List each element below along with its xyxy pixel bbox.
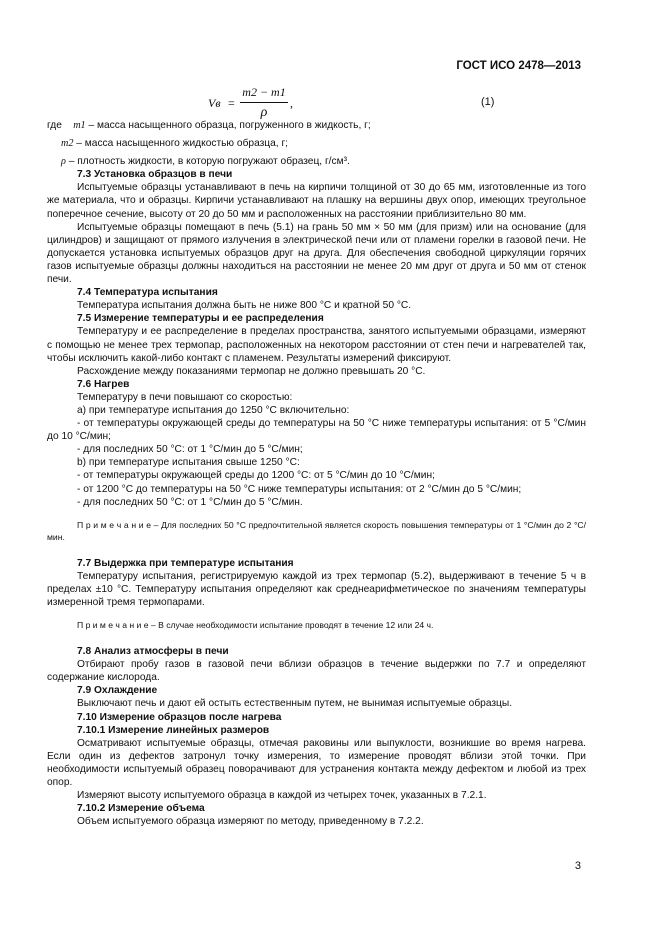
paragraph-7-10-2-1: Объем испытуемого образца измеряют по методу, приведенному в 7.2.2. (77, 816, 424, 828)
heading-7-5: 7.5 Измерение температуры и ее распределения (77, 313, 324, 325)
m1-text: – масса насыщенного образца, погруженного в жидкость, г; (85, 120, 371, 131)
heating-line: - для последних 50 °С: от 1 °С/мин до 5 °С/мин; (77, 444, 303, 456)
heating-line: - от температуры окружающей среды до температуры на 50 °С ниже температуры испытания: от 5 °С/мин до 10 °С/мин; (47, 418, 586, 443)
document-header: ГОСТ ИСО 2478—2013 (456, 60, 581, 72)
paragraph-7-5-1: Температуру и ее распределение в пределах пространства, занятого испытуемыми образцами, измеряют с помощью не менее трех термопар, расположенных на некотором расстоянии от стен печи и нагревателей так, чтобы исключить какой-либо контакт с пламенем. Результаты измерений фиксируют. (47, 326, 586, 364)
page-number: 3 (574, 860, 581, 872)
m2-symbol: m2 (61, 138, 74, 150)
heading-7-7: 7.7 Выдержка при температуре испытания (77, 557, 294, 569)
definition-m2 (47, 137, 586, 150)
heating-line: Температуру в печи повышают со скоростью: (77, 391, 293, 403)
paragraph-7-5-2: Расхождение между показаниями термопар не должно превышать 20 °С. (77, 365, 426, 377)
fraction-bar (240, 102, 288, 103)
heading-7-9: 7.9 Охлаждение (77, 685, 158, 697)
paragraph-7-3-1: Испытуемые образцы устанавливают в печь на кирпичи толщиной от 30 до 65 мм, изготовленные из того же материала, что и образцы. Кирпичи устанавливают на плашку на вершины двух опор, имеющих треугольное поперечное сечение, высоту от 20 до 50 мм и расположенных на расстоянии приблизительно 80 мм. (47, 182, 586, 220)
heading-7-10-1: 7.10.1 Измерение линейных размеров (77, 724, 270, 736)
formula-equals: = (228, 96, 235, 110)
where-label: где (47, 120, 62, 131)
heating-line: - от 1200 °С до температуры на 50 °С ниже температуры испытания: от 2 °С/мин до 5 °С/мин; (77, 483, 522, 495)
rho-symbol: ρ (61, 156, 66, 168)
m2-text: – масса насыщенного жидкостью образца, г; (73, 138, 289, 150)
definition-rho (47, 155, 586, 168)
heating-line: а) при температуре испытания до 1250 °С включительно: (77, 404, 350, 416)
heading-7-4: 7.4 Температура испытания (77, 287, 218, 299)
paragraph-7-4-1: Температура испытания должна быть не ниже 800 °С и кратной 50 °С. (77, 300, 412, 312)
heading-7-10: 7.10 Измерение образцов после нагрева (77, 711, 282, 723)
paragraph-7-10-1-2: Измеряют высоту испытуемого образца в каждой из четырех точек, указанных в 7.2.1. (77, 790, 487, 802)
definition-m1 (47, 119, 586, 132)
heating-line: - для последних 50 °С: от 1 °С/мин до 5 °С/мин. (77, 496, 303, 508)
note-7-7: П р и м е ч а н и е – В случае необходимости испытание проводят в течение 12 или 24 ч. (77, 620, 434, 631)
paragraph-7-7-1: Температуру испытания, регистрируемую каждой из трех термопар (5.2), выдерживают в течение 5 ч в пределах ±10 °С. Температуру испытания определяют как среднеарифметическое по значениям температуры измеренной тремя термопарами. (47, 570, 586, 608)
formula-lhs: Vв (208, 96, 221, 110)
formula-denominator: ρ (260, 105, 268, 120)
formula-comma: , (290, 96, 293, 110)
heading-7-3: 7.3 Установка образцов в печи (77, 169, 233, 181)
note-7-6: П р и м е ч а н и е – Для последних 50 °С предпочтительной является скорость повышения температуры от 1 °С/мин до 2 °С/мин. (47, 519, 586, 542)
heading-7-8: 7.8 Анализ атмосферы в печи (77, 646, 229, 658)
paragraph-7-10-1-1: Осматривают испытуемые образцы, отмечая раковины или выпуклости, возникшие во время нагрева. Если один из дефектов затронул точку измерения, то измерение проводят вблизи этой точки. При необходимости испытуемый образец поворачивают для устранения контакта между дефектом и любой из трех опор. (47, 737, 586, 789)
paragraph-7-8-1: Отбирают пробу газов в газовой печи вблизи образцов в течение выдержки по 7.7 и определяют содержание кислорода. (47, 659, 586, 684)
heading-7-10-2: 7.10.2 Измерение объема (77, 803, 205, 815)
document-body (47, 119, 586, 828)
paragraph-7-3-2: Испытуемые образцы помещают в печь (5.1) на грань 50 мм × 50 мм (для призм) или на основание (для цилиндров) и защищают от прямого излучения в электрической печи или от пламени горелки в газовой печи. Не допускается установка испытуемых образцов друг на друга. Для обеспечения свободной циркуляции горячих газов испытуемые образцы должны находиться на расстоянии не менее 20 мм друг от друга и 50 мм от стенок печи. (47, 221, 586, 286)
m1-symbol: m1 (73, 120, 86, 131)
paragraph-7-9-1: Выключают печь и дают ей остыть естественным путем, не вынимая испытуемые образцы. (77, 698, 513, 710)
rho-text: – плотность жидкости, в которую погружают образец, г/см³. (65, 156, 350, 168)
formula-numerator: m2 − m1 (242, 85, 286, 99)
heating-line: - от температуры окружающей среды до 1200 °С: от 5 °С/мин до 10 °С/мин; (77, 470, 435, 482)
heading-7-6: 7.6 Нагрев (77, 378, 130, 390)
formula-number: (1) (481, 96, 495, 108)
heating-line: b) при температуре испытания свыше 1250 °С: (77, 457, 300, 469)
